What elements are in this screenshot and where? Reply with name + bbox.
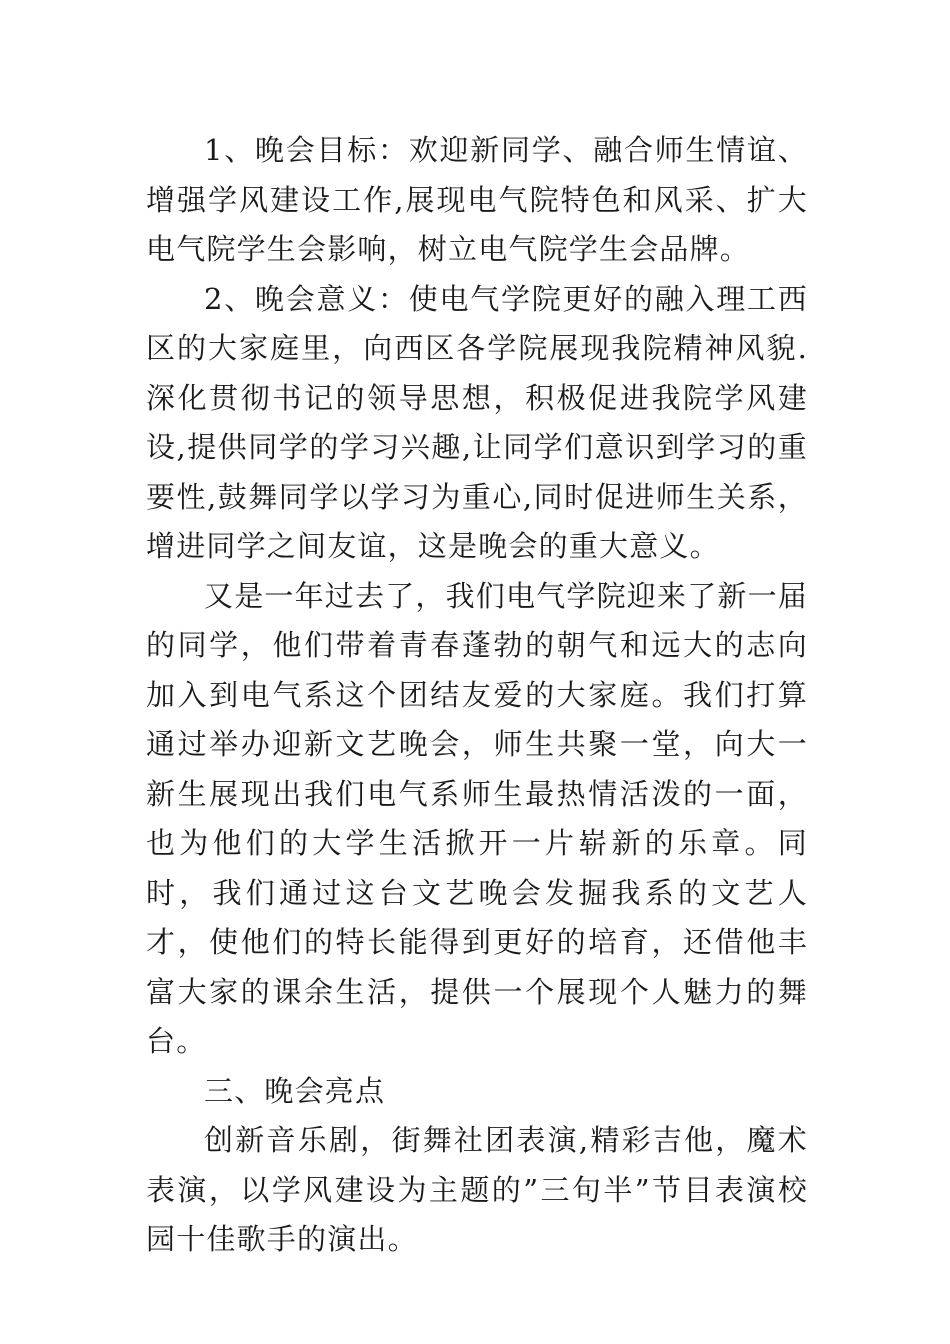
document-body: [146, 126, 808, 1265]
paragraph-goal: 1、晚会目标：欢迎新同学、融合师生情谊、增强学风建设工作,展现电气院特色和风采、扩大电气院学生会影响，树立电气院学生会品牌。: [146, 133, 808, 266]
paragraph-highlights: 创新音乐剧，街舞社团表演,精彩吉他，魔术表演，以学风建设为主题的”三句半”节目表演校园十佳歌手的演出。: [146, 1123, 808, 1256]
section-heading-highlights: 三、晚会亮点: [204, 1073, 386, 1108]
paragraph-background: 又是一年过去了，我们电气学院迎来了新一届的同学，他们带着青春蓬勃的朝气和远大的志向加入到电气系这个团结友爱的大家庭。我们打算通过举办迎新文艺晚会，师生共聚一堂，向大一新生展现出我们电气系师生最热情活泼的一面，也为他们的大学生活掀开一片崭新的乐章。同时，我们通过这台文艺晚会发掘我系的文艺人才，使他们的特长能得到更好的培育，还借他丰富大家的课余生活，提供一个展现个人魅力的舞台。: [146, 578, 809, 1058]
paragraph-significance: 2、晚会意义：使电气学院更好的融入理工西区的大家庭里，向西区各学院展现我院精神风貌.深化贯彻书记的领导思想，积极促进我院学风建设,提供同学的学习兴趣,让同学们意识到学习的重要性,鼓舞同学以学习为重心,同时促进师生关系，增进同学之间友谊，这是晚会的重大意义。: [146, 281, 808, 563]
